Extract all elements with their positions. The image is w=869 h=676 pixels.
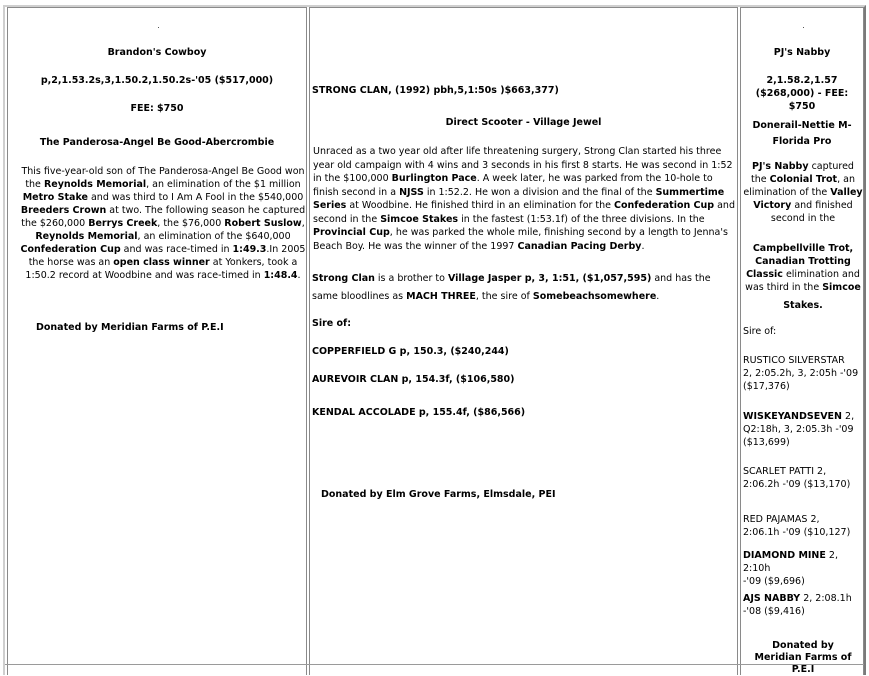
horse-story-top: PJ's Nabby captured the Colonial Trot, an elimination of the Valley Victory and finished second in the — [743, 161, 863, 224]
pedigree: Donerail-Nettie M-Florida Pro — [752, 120, 852, 147]
decorative-dot — [158, 27, 159, 28]
donated-by: Donated by Elm Grove Farms, Elmsdale, PEI — [321, 489, 556, 500]
progeny-item: RED PAJAMAS 2, 2:06.1h -'09 ($10,127) — [743, 514, 851, 538]
horse-record: 2,1.58.2,1.57 ($268,000) - FEE: $750 — [755, 75, 849, 112]
middle-column — [309, 7, 738, 675]
decorative-dot — [803, 27, 804, 28]
horse-record: p,2,1.53.2s,3,1.50.2,1.50.2s-'05 ($517,000) — [40, 75, 274, 86]
horse-story-bottom: Campbellville Trot, Canadian Trotting Classic elimination and was third in the Simcoe Stakes. — [745, 243, 861, 311]
progeny-item: DIAMOND MINE 2, 2:10h -'09 ($9,696) — [743, 550, 838, 587]
progeny-item: KENDAL ACCOLADE p, 155.4f, ($86,566) — [312, 407, 526, 418]
sire-of-label: Sire of: — [312, 318, 351, 329]
progeny-item: AUREVOIR CLAN p, 154.3f, ($106,580) — [312, 374, 515, 385]
progeny-item: COPPERFIELD G p, 150.3, ($240,244) — [312, 346, 509, 357]
sire-of-label: Sire of: — [743, 326, 777, 337]
progeny-item: AJS NABBY 2, 2:08.1h -'08 ($9,416) — [743, 593, 852, 617]
row-divider — [5, 664, 864, 665]
content-table — [3, 5, 866, 675]
stud-fee: FEE: $750 — [130, 103, 184, 114]
horse-title: Brandon's Cowboy — [107, 47, 207, 58]
pedigree: Direct Scooter - Village Jewel — [445, 117, 602, 128]
progeny-item: WISKEYANDSEVEN 2, Q2:18h, 3, 2:05.3h -'09 ($13,699) — [743, 411, 855, 448]
donated-by: Donated by Meridian Farms of P.E.I — [36, 322, 224, 333]
left-column — [7, 7, 307, 675]
right-column — [740, 7, 864, 675]
horse-story: This five-year-old son of The Panderosa-Angel Be Good won the Reynolds Memorial, an elimination of the $1 million Metro Stake and was third to I Am A Fool in the $540,000 Breeders Crown at two. The following season he captured the $260,000 Berrys Creek, the $76,000 Robert Suslow, Reynolds Memorial, an elimination of the $640,000 Confederation Cup and was race-timed in 1:49.3.In 2005 the horse was an open class winner at Yonkers, took a 1:50.2 record at Woodbine and was race-timed in 1:48.4. — [20, 166, 306, 281]
progeny-item: SCARLET PATTI 2, 2:06.2h -'09 ($13,170) — [743, 466, 851, 490]
pedigree: The Panderosa-Angel Be Good-Abercrombie — [39, 137, 275, 148]
donated-by: Donated by Meridian Farms of P.E.I — [754, 640, 852, 675]
horse-story: Unraced as a two year old after life threatening surgery, Strong Clan started his three year old campaign with 4 wins and 3 seconds in his first 8 starts. He was second in 1:52 in the $100,000 Burlington Pace. A week later, he was parked from the 10-hole to finish second in a NJSS in 1:52.2. He won a division and the final of the Summertime Series at Woodbine. He finished third in an elimination for the Confederation Cup and second in the Simcoe Stakes in the fastest (1:53.1f) of the three divisions. In the Provincial Cup, he was parked the whole mile, finishing second by a length to Jenna's Beach Boy. He was the winner of the 1997 Canadian Pacing Derby. — [313, 146, 735, 252]
brother-info: Strong Clan is a brother to Village Jasper p, 3, 1:51, ($1,057,595) and has the same bloodlines as MACH THREE, the sire of Somebeachsomewhere. — [312, 273, 711, 302]
horse-title: PJ's Nabby — [773, 47, 831, 58]
horse-header: STRONG CLAN, (1992) pbh,5,1:50s )$663,377) — [312, 85, 559, 96]
progeny-item: RUSTICO SILVERSTAR 2, 2:05.2h, 3, 2:05h -'09 ($17,376) — [743, 355, 859, 392]
